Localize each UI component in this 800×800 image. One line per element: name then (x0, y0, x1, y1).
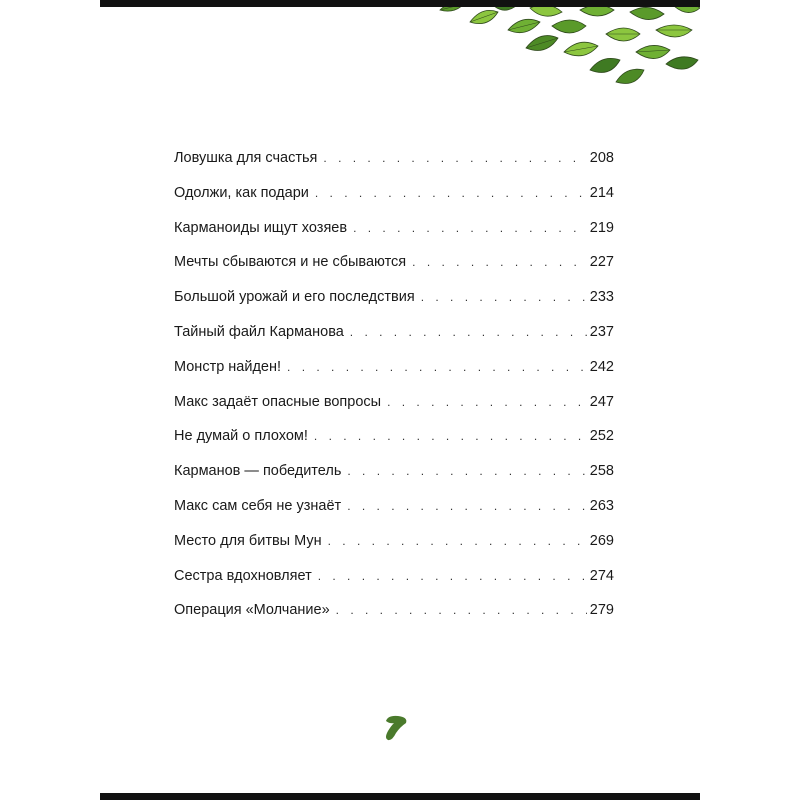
leaves-illustration (430, 7, 700, 90)
toc-dot-leader (421, 290, 587, 304)
book-page (100, 7, 700, 793)
toc-entry-page: 242 (589, 358, 614, 375)
toc-entry-page: 214 (589, 184, 614, 201)
toc-dot-leader (353, 221, 587, 235)
toc-entry-title: Ловушка для счастья (174, 150, 318, 166)
toc-entry-title: Макс сам себя не узнаёт (174, 497, 342, 514)
toc-entry-page: 258 (589, 463, 614, 480)
toc-entry-page: 274 (589, 567, 614, 584)
toc-entry-title: Макс задаёт опасные вопросы (174, 393, 382, 410)
toc-dot-leader (412, 255, 587, 269)
toc-entry-page: 233 (589, 289, 614, 306)
toc-entry (174, 602, 614, 637)
toc-entry-title: Тайный файл Карманова (174, 323, 344, 340)
toc-entry-title: Место для битвы Мун (174, 532, 322, 549)
toc-entry (174, 150, 614, 185)
toc-entry-page: 279 (589, 602, 614, 619)
toc-entry-title: Мечты сбываются и не сбываются (174, 254, 407, 271)
toc-entry-page: 219 (589, 219, 614, 236)
bottom-border-bar (100, 793, 700, 800)
toc-dot-leader (350, 325, 587, 339)
toc-entry (174, 463, 614, 498)
toc-entry (174, 568, 614, 603)
toc-entry (174, 498, 614, 533)
green-leaf-mark-icon (382, 713, 410, 745)
toc-entry-title: Одолжи, как подари (174, 184, 309, 201)
toc-entry-page: 252 (589, 428, 614, 445)
toc-entry-page: 269 (589, 532, 614, 549)
toc-entry-page: 263 (589, 497, 614, 514)
toc-dot-leader (287, 360, 587, 374)
toc-entry (174, 254, 614, 289)
toc-entry-page: 227 (589, 254, 614, 271)
toc-dot-leader (328, 534, 587, 548)
toc-entry-title: Большой урожай и его последствия (174, 289, 415, 306)
toc-entry-title: Сестра вдохновляет (174, 567, 312, 584)
toc-entry-title: Карманов — победитель (174, 463, 342, 480)
toc-dot-leader (347, 464, 586, 478)
toc-entry (174, 533, 614, 568)
toc-entry-title: Не думай о плохом! (174, 428, 308, 445)
top-border-bar (100, 0, 700, 7)
toc-dot-leader (315, 186, 587, 200)
toc-entry (174, 359, 614, 394)
toc-entry (174, 428, 614, 463)
toc-entry-title: Монстр найден! (174, 358, 282, 375)
toc-dot-leader (336, 603, 587, 617)
toc-entry (174, 185, 614, 220)
toc-dot-leader (318, 569, 587, 583)
toc-entry-title: Операция «Молчание» (174, 602, 330, 619)
toc-entry-page: 247 (589, 393, 614, 410)
toc-entry (174, 324, 614, 359)
toc-entry-title: Карманоиды ищут хозяев (174, 219, 348, 236)
table-of-contents (174, 150, 614, 637)
toc-dot-leader (387, 395, 587, 409)
toc-entry-page: 237 (589, 323, 614, 340)
toc-dot-leader (347, 499, 587, 513)
toc-entry (174, 289, 614, 324)
toc-entry (174, 220, 614, 255)
toc-dot-leader (323, 151, 586, 165)
toc-dot-leader (314, 429, 587, 443)
toc-entry-page: 208 (589, 150, 614, 166)
toc-entry (174, 394, 614, 429)
